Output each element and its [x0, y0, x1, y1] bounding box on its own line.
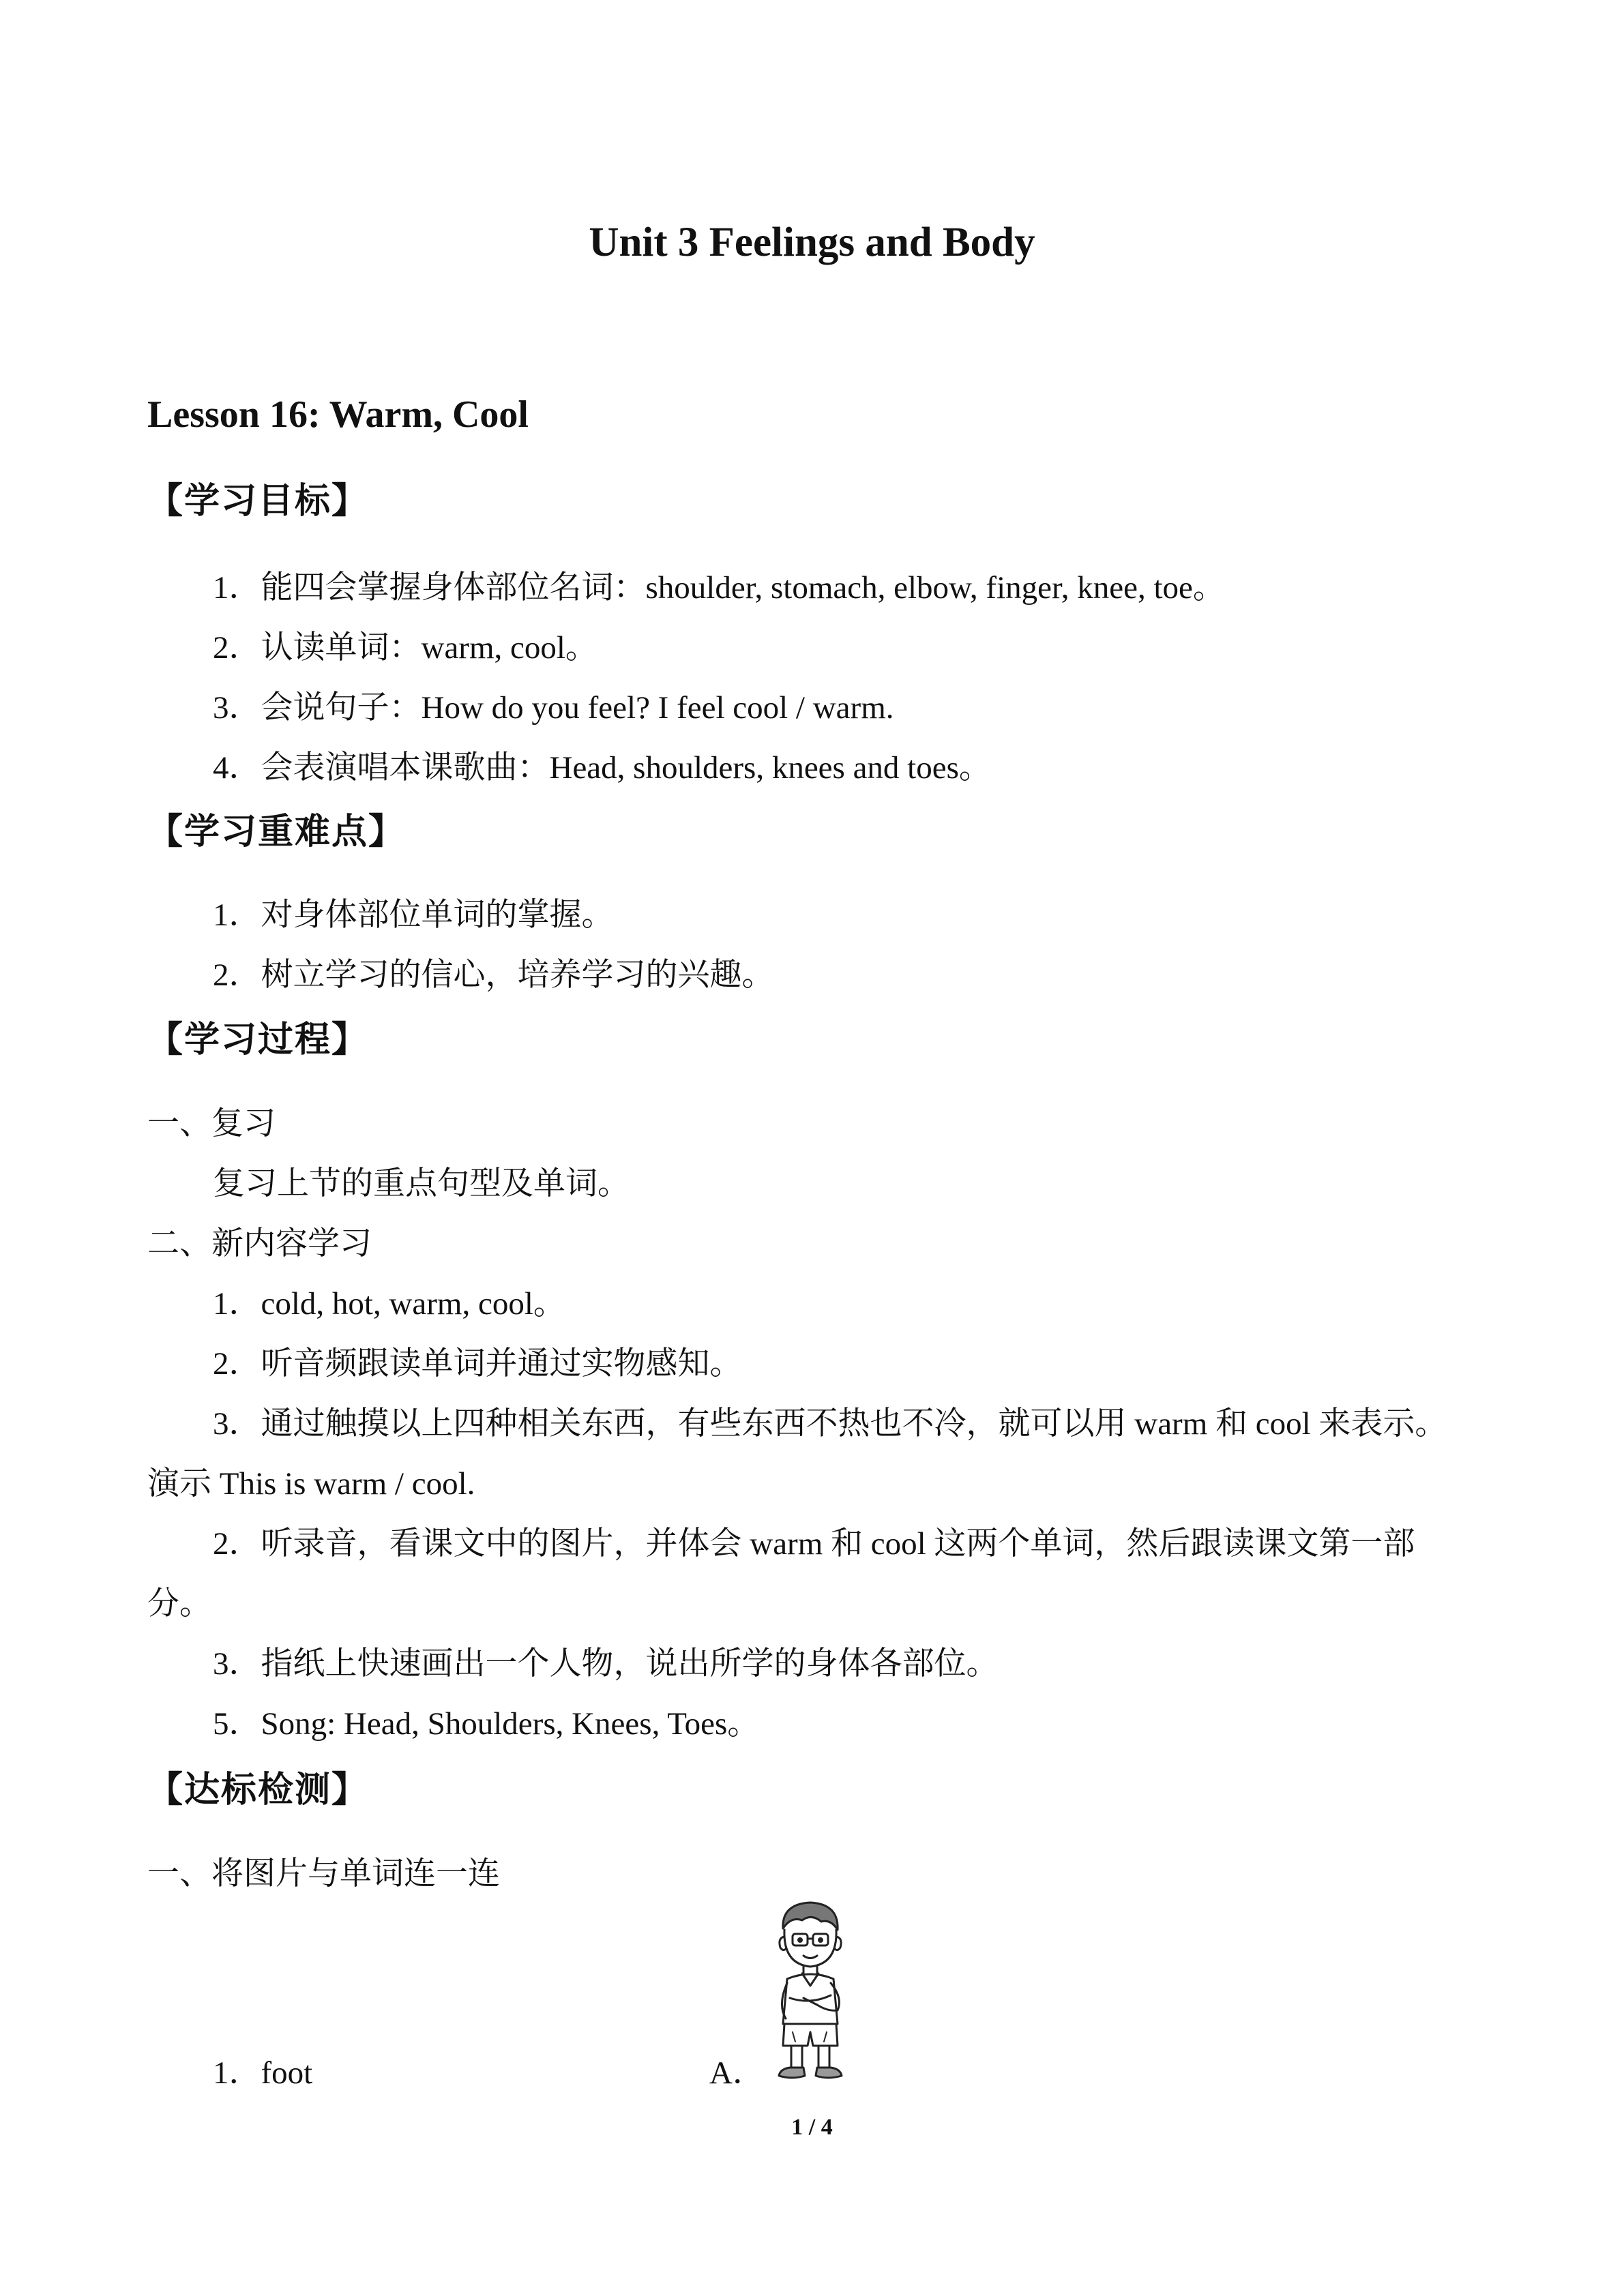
- objective-item: 1．能四会掌握身体部位名词：shoulder, stomach, elbow, finger, knee, toe。: [213, 570, 1225, 606]
- process-step: 2．听音频跟读单词并通过实物感知。: [213, 1346, 742, 1382]
- process-step: 2．听录音，看课文中的图片，并体会 warm 和 cool 这两个单词，然后跟读课文第一部: [213, 1526, 1415, 1562]
- process-step: 1．cold, hot, warm, cool。: [213, 1286, 565, 1322]
- process-heading: 【学习过程】: [147, 1019, 369, 1060]
- keypoints-heading: 【学习重难点】: [147, 811, 406, 852]
- process-step: 3．通过触摸以上四种相关东西，有些东西不热也不冷，就可以用 warm 和 cool 来表示。: [213, 1406, 1447, 1442]
- objective-item: 2．认读单词：warm, cool。: [213, 630, 597, 666]
- review-text: 复习上节的重点句型及单词。: [213, 1166, 630, 1202]
- new-content-title: 二、新内容学习: [147, 1226, 372, 1262]
- document-title: Unit 3 Feelings and Body: [589, 220, 1035, 265]
- objective-item: 3．会说句子：How do you feel? I feel cool / warm.: [213, 690, 894, 726]
- test-heading: 【达标检测】: [147, 1770, 369, 1810]
- test-task-title: 一、将图片与单词连一连: [147, 1856, 500, 1892]
- lesson-title: Lesson 16: Warm, Cool: [147, 393, 529, 436]
- objectives-heading: 【学习目标】: [147, 481, 369, 522]
- test-item-word: 1．foot: [213, 2055, 313, 2091]
- process-step: 3．指纸上快速画出一个人物，说出所学的身体各部位。: [213, 1646, 999, 1682]
- boy-with-glasses-pointing-icon: [763, 1896, 858, 2087]
- keypoint-item: 2．树立学习的信心，培养学习的兴趣。: [213, 957, 774, 993]
- review-title: 一、复习: [147, 1106, 276, 1142]
- process-step-continued: 分。: [147, 1586, 211, 1622]
- process-step-continued: 演示 This is warm / cool.: [147, 1466, 475, 1502]
- keypoint-item: 1．对身体部位单词的掌握。: [213, 897, 614, 933]
- objective-item: 4．会表演唱本课歌曲：Head, shoulders, knees and toes。: [213, 750, 991, 786]
- page-number: 1 / 4: [791, 2115, 833, 2140]
- test-option-label: A．: [709, 2055, 765, 2091]
- process-step: 5．Song: Head, Shoulders, Knees, Toes。: [213, 1706, 760, 1742]
